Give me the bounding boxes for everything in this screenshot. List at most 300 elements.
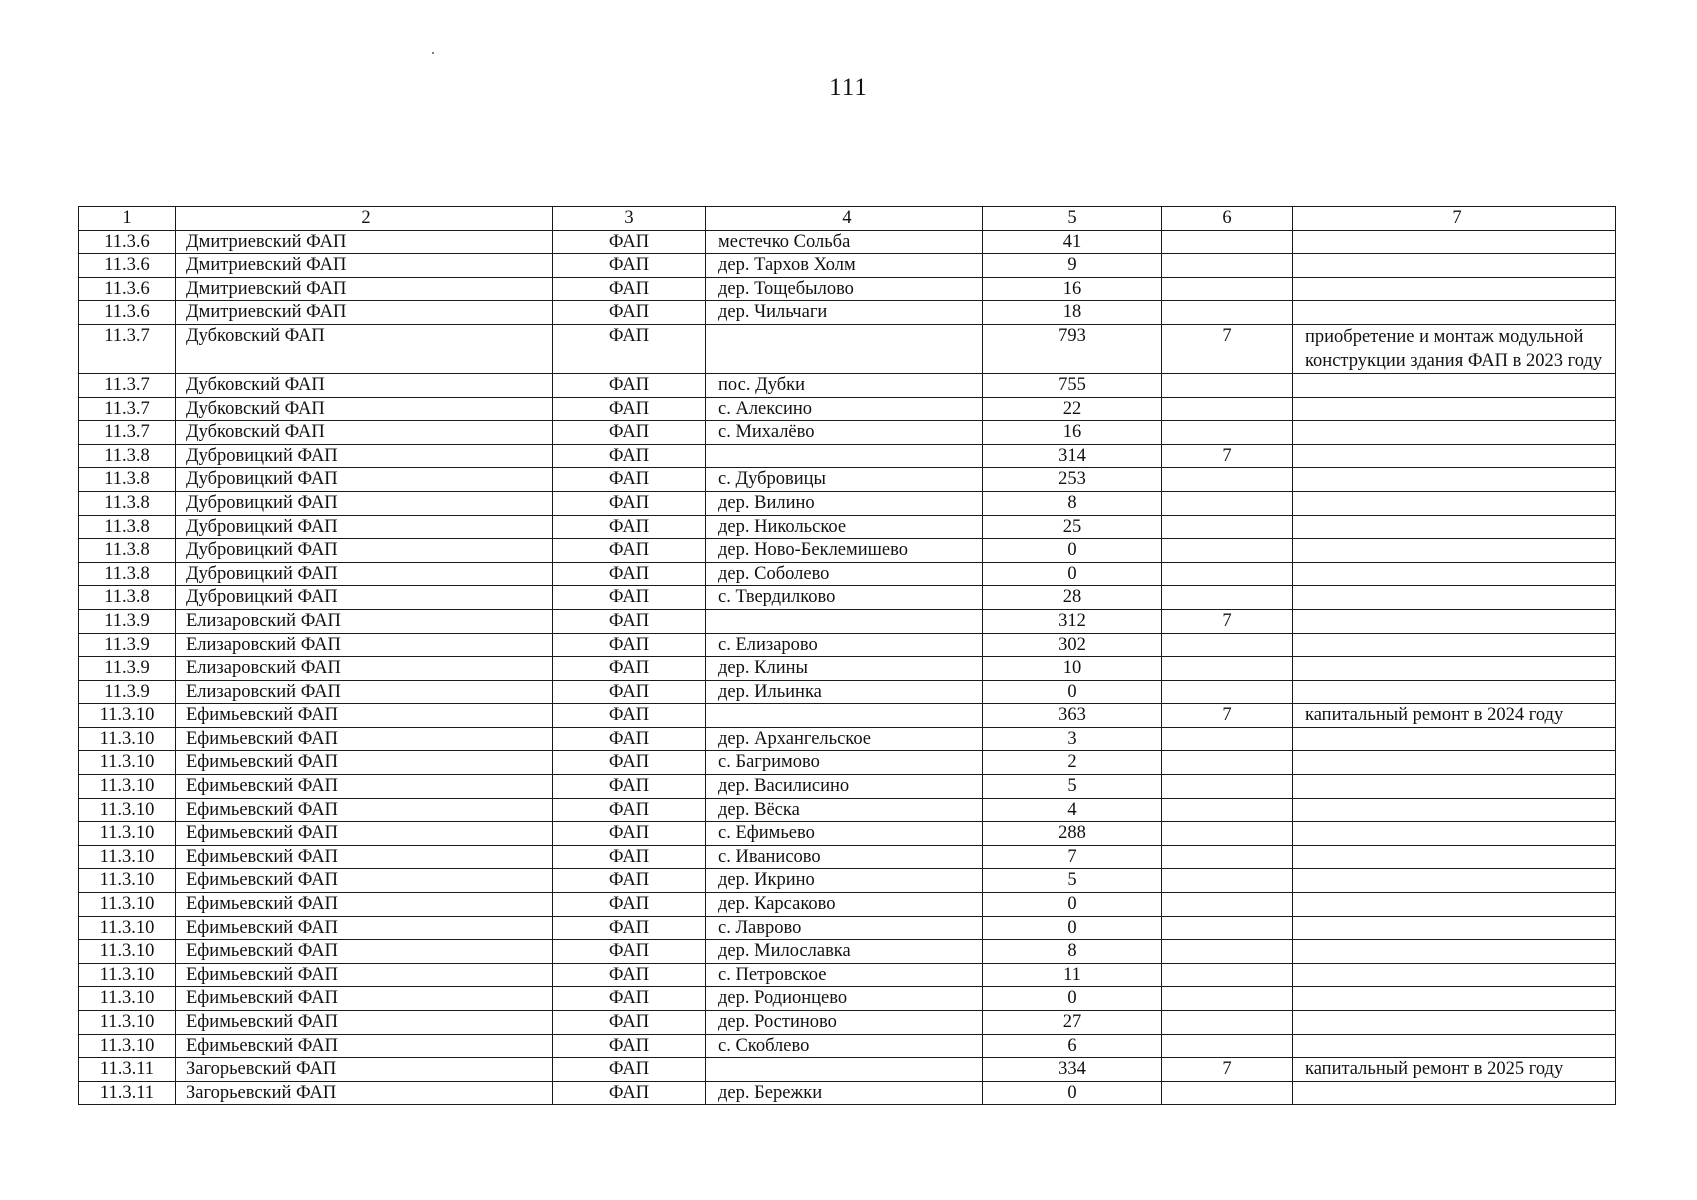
table-row: [79, 775, 1616, 799]
cell-settlement: дер. Ново-Беклемишево: [706, 539, 983, 563]
cell-settlement: местечко Сольба: [706, 230, 983, 254]
cell-facility-name: Елизаровский ФАП: [176, 657, 553, 681]
table-row: [79, 657, 1616, 681]
cell-facility-type: ФАП: [553, 798, 706, 822]
cell-facility-name: Дубровицкий ФАП: [176, 586, 553, 610]
cell-column-6-value: [1162, 775, 1293, 799]
cell-facility-type: ФАП: [553, 704, 706, 728]
table-row: [79, 1058, 1616, 1082]
cell-settlement: с. Ефимьево: [706, 822, 983, 846]
table-row: [79, 940, 1616, 964]
cell-settlement: дер. Никольское: [706, 515, 983, 539]
table-row: [79, 324, 1616, 373]
cell-settlement: [706, 704, 983, 728]
cell-facility-name: Дубровицкий ФАП: [176, 515, 553, 539]
cell-facility-name: Загорьевский ФАП: [176, 1058, 553, 1082]
cell-population: 5: [983, 775, 1162, 799]
cell-note: [1293, 1034, 1616, 1058]
cell-facility-type: ФАП: [553, 609, 706, 633]
table-row: [79, 491, 1616, 515]
cell-facility-name: Дмитриевский ФАП: [176, 301, 553, 325]
cell-facility-type: ФАП: [553, 277, 706, 301]
cell-column-6-value: [1162, 373, 1293, 397]
cell-facility-type: ФАП: [553, 468, 706, 492]
cell-facility-name: Дубровицкий ФАП: [176, 562, 553, 586]
cell-settlement: [706, 1058, 983, 1082]
cell-column-6-value: [1162, 822, 1293, 846]
cell-facility-name: Ефимьевский ФАП: [176, 845, 553, 869]
cell-facility-type: ФАП: [553, 397, 706, 421]
cell-note: капитальный ремонт в 2025 году: [1293, 1058, 1616, 1082]
table-row: [79, 421, 1616, 445]
cell-facility-type: ФАП: [553, 869, 706, 893]
page-number: 111: [829, 74, 868, 101]
cell-note: [1293, 963, 1616, 987]
cell-column-6-value: [1162, 1081, 1293, 1105]
cell-settlement: дер. Ростиново: [706, 1011, 983, 1035]
cell-column-6-value: [1162, 987, 1293, 1011]
cell-facility-type: ФАП: [553, 254, 706, 278]
cell-note: [1293, 869, 1616, 893]
cell-row-number: 11.3.8: [79, 468, 176, 492]
cell-row-number: 11.3.10: [79, 798, 176, 822]
cell-note: [1293, 562, 1616, 586]
cell-facility-type: ФАП: [553, 775, 706, 799]
cell-facility-type: ФАП: [553, 822, 706, 846]
header-cell-3: 3: [553, 207, 706, 231]
cell-facility-name: Загорьевский ФАП: [176, 1081, 553, 1105]
table-row: [79, 562, 1616, 586]
cell-note: [1293, 680, 1616, 704]
cell-facility-name: Ефимьевский ФАП: [176, 798, 553, 822]
cell-settlement: дер. Соболево: [706, 562, 983, 586]
cell-column-6-value: [1162, 230, 1293, 254]
cell-note: [1293, 491, 1616, 515]
cell-note: [1293, 916, 1616, 940]
cell-column-6-value: [1162, 657, 1293, 681]
cell-population: 6: [983, 1034, 1162, 1058]
cell-population: 0: [983, 680, 1162, 704]
cell-facility-name: Дмитриевский ФАП: [176, 277, 553, 301]
table-row: [79, 916, 1616, 940]
table-row: [79, 254, 1616, 278]
cell-facility-name: Ефимьевский ФАП: [176, 1011, 553, 1035]
cell-row-number: 11.3.11: [79, 1081, 176, 1105]
cell-facility-name: Ефимьевский ФАП: [176, 987, 553, 1011]
cell-population: 793: [983, 324, 1162, 373]
cell-facility-name: Ефимьевский ФАП: [176, 1034, 553, 1058]
cell-population: 7: [983, 845, 1162, 869]
cell-note: [1293, 751, 1616, 775]
cell-column-6-value: [1162, 491, 1293, 515]
cell-row-number: 11.3.7: [79, 397, 176, 421]
cell-note: [1293, 609, 1616, 633]
cell-column-6-value: 7: [1162, 444, 1293, 468]
cell-facility-type: ФАП: [553, 727, 706, 751]
table-row: [79, 468, 1616, 492]
cell-note: [1293, 539, 1616, 563]
cell-settlement: с. Петровское: [706, 963, 983, 987]
cell-facility-type: ФАП: [553, 657, 706, 681]
cell-column-6-value: [1162, 397, 1293, 421]
cell-population: 41: [983, 230, 1162, 254]
cell-facility-name: Дубковский ФАП: [176, 397, 553, 421]
cell-note: [1293, 444, 1616, 468]
cell-facility-type: ФАП: [553, 633, 706, 657]
cell-column-6-value: [1162, 869, 1293, 893]
cell-row-number: 11.3.7: [79, 324, 176, 373]
cell-facility-type: ФАП: [553, 539, 706, 563]
cell-facility-type: ФАП: [553, 1058, 706, 1082]
cell-settlement: с. Багримово: [706, 751, 983, 775]
table-row: [79, 586, 1616, 610]
table-row: [79, 277, 1616, 301]
cell-facility-type: ФАП: [553, 515, 706, 539]
cell-row-number: 11.3.8: [79, 491, 176, 515]
cell-note: [1293, 657, 1616, 681]
cell-settlement: дер. Родионцево: [706, 987, 983, 1011]
cell-column-6-value: [1162, 1034, 1293, 1058]
cell-facility-name: Дмитриевский ФАП: [176, 254, 553, 278]
table-row: [79, 397, 1616, 421]
cell-settlement: с. Михалёво: [706, 421, 983, 445]
cell-population: 312: [983, 609, 1162, 633]
header-cell-4: 4: [706, 207, 983, 231]
cell-row-number: 11.3.8: [79, 586, 176, 610]
cell-facility-name: Ефимьевский ФАП: [176, 822, 553, 846]
cell-settlement: дер. Икрино: [706, 869, 983, 893]
cell-facility-name: Ефимьевский ФАП: [176, 704, 553, 728]
header-row: [79, 207, 1616, 231]
cell-facility-name: Дмитриевский ФАП: [176, 230, 553, 254]
cell-note: приобретение и монтаж модульной конструкции здания ФАП в 2023 году: [1293, 324, 1616, 373]
cell-population: 0: [983, 916, 1162, 940]
table-row: [79, 230, 1616, 254]
cell-row-number: 11.3.10: [79, 775, 176, 799]
cell-facility-name: Дубковский ФАП: [176, 324, 553, 373]
cell-column-6-value: [1162, 586, 1293, 610]
cell-row-number: 11.3.6: [79, 230, 176, 254]
cell-column-6-value: [1162, 515, 1293, 539]
cell-settlement: [706, 609, 983, 633]
table-row: [79, 727, 1616, 751]
cell-note: [1293, 1081, 1616, 1105]
cell-note: [1293, 421, 1616, 445]
cell-row-number: 11.3.9: [79, 609, 176, 633]
cell-population: 0: [983, 539, 1162, 563]
header-cell-1: 1: [79, 207, 176, 231]
cell-population: 16: [983, 421, 1162, 445]
cell-settlement: дер. Вилино: [706, 491, 983, 515]
cell-population: 363: [983, 704, 1162, 728]
cell-facility-type: ФАП: [553, 916, 706, 940]
header-cell-7: 7: [1293, 207, 1616, 231]
cell-settlement: дер. Тархов Холм: [706, 254, 983, 278]
cell-note: [1293, 586, 1616, 610]
cell-column-6-value: 7: [1162, 324, 1293, 373]
cell-population: 253: [983, 468, 1162, 492]
cell-population: 4: [983, 798, 1162, 822]
cell-note: [1293, 1011, 1616, 1035]
cell-row-number: 11.3.6: [79, 254, 176, 278]
cell-column-6-value: [1162, 680, 1293, 704]
cell-row-number: 11.3.8: [79, 562, 176, 586]
cell-facility-type: ФАП: [553, 562, 706, 586]
table-row: [79, 633, 1616, 657]
cell-row-number: 11.3.9: [79, 633, 176, 657]
cell-row-number: 11.3.10: [79, 916, 176, 940]
cell-note: [1293, 397, 1616, 421]
header-cell-6: 6: [1162, 207, 1293, 231]
table-body: [79, 230, 1616, 1105]
cell-facility-type: ФАП: [553, 421, 706, 445]
cell-settlement: с. Скоблево: [706, 1034, 983, 1058]
cell-column-6-value: [1162, 277, 1293, 301]
cell-column-6-value: [1162, 562, 1293, 586]
cell-facility-type: ФАП: [553, 845, 706, 869]
cell-facility-type: ФАП: [553, 586, 706, 610]
table-row: [79, 539, 1616, 563]
cell-settlement: дер. Вёска: [706, 798, 983, 822]
cell-row-number: 11.3.10: [79, 1011, 176, 1035]
table-row: [79, 869, 1616, 893]
cell-row-number: 11.3.6: [79, 301, 176, 325]
cell-column-6-value: [1162, 421, 1293, 445]
cell-row-number: 11.3.6: [79, 277, 176, 301]
header-cell-2: 2: [176, 207, 553, 231]
cell-note: [1293, 277, 1616, 301]
table-header: [79, 207, 1616, 231]
cell-column-6-value: [1162, 727, 1293, 751]
cell-facility-type: ФАП: [553, 893, 706, 917]
table-row: [79, 1081, 1616, 1105]
cell-facility-name: Ефимьевский ФАП: [176, 940, 553, 964]
table-row: [79, 680, 1616, 704]
table-row: [79, 444, 1616, 468]
cell-facility-name: Елизаровский ФАП: [176, 609, 553, 633]
cell-row-number: 11.3.9: [79, 680, 176, 704]
cell-facility-type: ФАП: [553, 230, 706, 254]
cell-column-6-value: [1162, 916, 1293, 940]
cell-row-number: 11.3.10: [79, 940, 176, 964]
table-row: [79, 893, 1616, 917]
cell-settlement: дер. Клины: [706, 657, 983, 681]
cell-settlement: с. Алексино: [706, 397, 983, 421]
cell-facility-type: ФАП: [553, 324, 706, 373]
cell-settlement: дер. Василисино: [706, 775, 983, 799]
cell-note: [1293, 727, 1616, 751]
cell-population: 11: [983, 963, 1162, 987]
cell-note: [1293, 822, 1616, 846]
cell-facility-type: ФАП: [553, 680, 706, 704]
cell-facility-name: Елизаровский ФАП: [176, 680, 553, 704]
cell-facility-type: ФАП: [553, 1011, 706, 1035]
cell-settlement: дер. Чильчаги: [706, 301, 983, 325]
cell-settlement: дер. Ильинка: [706, 680, 983, 704]
cell-facility-name: Дубровицкий ФАП: [176, 539, 553, 563]
cell-facility-name: Ефимьевский ФАП: [176, 893, 553, 917]
cell-settlement: с. Иванисово: [706, 845, 983, 869]
cell-facility-type: ФАП: [553, 940, 706, 964]
cell-population: 0: [983, 893, 1162, 917]
cell-note: [1293, 845, 1616, 869]
table-row: [79, 1011, 1616, 1035]
cell-column-6-value: [1162, 751, 1293, 775]
cell-facility-name: Ефимьевский ФАП: [176, 869, 553, 893]
cell-facility-type: ФАП: [553, 963, 706, 987]
cell-column-6-value: [1162, 468, 1293, 492]
cell-row-number: 11.3.10: [79, 727, 176, 751]
cell-settlement: с. Лаврово: [706, 916, 983, 940]
table-row: [79, 301, 1616, 325]
cell-population: 8: [983, 491, 1162, 515]
cell-row-number: 11.3.11: [79, 1058, 176, 1082]
cell-note: [1293, 301, 1616, 325]
table-row: [79, 822, 1616, 846]
cell-row-number: 11.3.7: [79, 421, 176, 445]
cell-population: 25: [983, 515, 1162, 539]
cell-settlement: дер. Архангельское: [706, 727, 983, 751]
cell-row-number: 11.3.8: [79, 515, 176, 539]
cell-population: 302: [983, 633, 1162, 657]
cell-note: [1293, 254, 1616, 278]
cell-note: [1293, 633, 1616, 657]
cell-facility-name: Ефимьевский ФАП: [176, 727, 553, 751]
cell-facility-type: ФАП: [553, 491, 706, 515]
cell-facility-type: ФАП: [553, 1034, 706, 1058]
cell-note: [1293, 798, 1616, 822]
cell-column-6-value: [1162, 798, 1293, 822]
cell-facility-name: Ефимьевский ФАП: [176, 775, 553, 799]
cell-row-number: 11.3.10: [79, 893, 176, 917]
cell-note: [1293, 940, 1616, 964]
cell-note: [1293, 775, 1616, 799]
cell-facility-type: ФАП: [553, 301, 706, 325]
cell-column-6-value: [1162, 1011, 1293, 1035]
cell-settlement: дер. Карсаково: [706, 893, 983, 917]
cell-column-6-value: [1162, 963, 1293, 987]
cell-row-number: 11.3.8: [79, 539, 176, 563]
cell-facility-name: Елизаровский ФАП: [176, 633, 553, 657]
cell-settlement: с. Дубровицы: [706, 468, 983, 492]
cell-facility-name: Ефимьевский ФАП: [176, 751, 553, 775]
header-cell-5: 5: [983, 207, 1162, 231]
cell-population: 5: [983, 869, 1162, 893]
cell-facility-type: ФАП: [553, 373, 706, 397]
cell-population: 314: [983, 444, 1162, 468]
data-table: [78, 206, 1616, 1105]
cell-population: 8: [983, 940, 1162, 964]
table-row: [79, 1034, 1616, 1058]
cell-facility-name: Дубровицкий ФАП: [176, 444, 553, 468]
cell-facility-name: Дубковский ФАП: [176, 421, 553, 445]
cell-note: [1293, 373, 1616, 397]
cell-note: [1293, 515, 1616, 539]
cell-row-number: 11.3.10: [79, 869, 176, 893]
cell-column-6-value: [1162, 633, 1293, 657]
cell-row-number: 11.3.7: [79, 373, 176, 397]
cell-row-number: 11.3.8: [79, 444, 176, 468]
cell-settlement: [706, 324, 983, 373]
cell-population: 0: [983, 987, 1162, 1011]
table-row: [79, 751, 1616, 775]
cell-facility-name: Ефимьевский ФАП: [176, 963, 553, 987]
cell-population: 755: [983, 373, 1162, 397]
cell-facility-name: Дубровицкий ФАП: [176, 468, 553, 492]
cell-settlement: пос. Дубки: [706, 373, 983, 397]
cell-row-number: 11.3.10: [79, 987, 176, 1011]
cell-facility-name: Дубровицкий ФАП: [176, 491, 553, 515]
table-row: [79, 373, 1616, 397]
cell-column-6-value: [1162, 845, 1293, 869]
table-row: [79, 609, 1616, 633]
cell-settlement: дер. Милославка: [706, 940, 983, 964]
cell-row-number: 11.3.9: [79, 657, 176, 681]
cell-facility-type: ФАП: [553, 987, 706, 1011]
cell-settlement: [706, 444, 983, 468]
cell-facility-type: ФАП: [553, 444, 706, 468]
table-row: [79, 987, 1616, 1011]
cell-facility-type: ФАП: [553, 1081, 706, 1105]
cell-column-6-value: [1162, 254, 1293, 278]
table-row: [79, 963, 1616, 987]
cell-note: [1293, 893, 1616, 917]
cell-column-6-value: 7: [1162, 704, 1293, 728]
cell-population: 3: [983, 727, 1162, 751]
cell-settlement: дер. Бережки: [706, 1081, 983, 1105]
cell-settlement: с. Елизарово: [706, 633, 983, 657]
cell-settlement: с. Твердилково: [706, 586, 983, 610]
cell-population: 27: [983, 1011, 1162, 1035]
cell-column-6-value: [1162, 940, 1293, 964]
cell-row-number: 11.3.10: [79, 704, 176, 728]
cell-row-number: 11.3.10: [79, 845, 176, 869]
cell-column-6-value: [1162, 301, 1293, 325]
cell-population: 334: [983, 1058, 1162, 1082]
cell-population: 0: [983, 1081, 1162, 1105]
cell-row-number: 11.3.10: [79, 1034, 176, 1058]
cell-column-6-value: 7: [1162, 1058, 1293, 1082]
cell-population: 0: [983, 562, 1162, 586]
cell-note: [1293, 987, 1616, 1011]
cell-population: 288: [983, 822, 1162, 846]
cell-row-number: 11.3.10: [79, 751, 176, 775]
cell-population: 2: [983, 751, 1162, 775]
cell-population: 22: [983, 397, 1162, 421]
cell-population: 10: [983, 657, 1162, 681]
cell-population: 9: [983, 254, 1162, 278]
cell-note: [1293, 230, 1616, 254]
cell-population: 18: [983, 301, 1162, 325]
table-row: [79, 845, 1616, 869]
cell-column-6-value: 7: [1162, 609, 1293, 633]
table-row: [79, 704, 1616, 728]
table-row: [79, 515, 1616, 539]
cell-column-6-value: [1162, 539, 1293, 563]
scan-speck: [432, 52, 434, 54]
cell-population: 16: [983, 277, 1162, 301]
cell-note: [1293, 468, 1616, 492]
cell-row-number: 11.3.10: [79, 963, 176, 987]
cell-facility-type: ФАП: [553, 751, 706, 775]
cell-column-6-value: [1162, 893, 1293, 917]
cell-facility-name: Ефимьевский ФАП: [176, 916, 553, 940]
cell-population: 28: [983, 586, 1162, 610]
cell-facility-name: Дубковский ФАП: [176, 373, 553, 397]
cell-note: капитальный ремонт в 2024 году: [1293, 704, 1616, 728]
cell-row-number: 11.3.10: [79, 822, 176, 846]
cell-settlement: дер. Тощебылово: [706, 277, 983, 301]
